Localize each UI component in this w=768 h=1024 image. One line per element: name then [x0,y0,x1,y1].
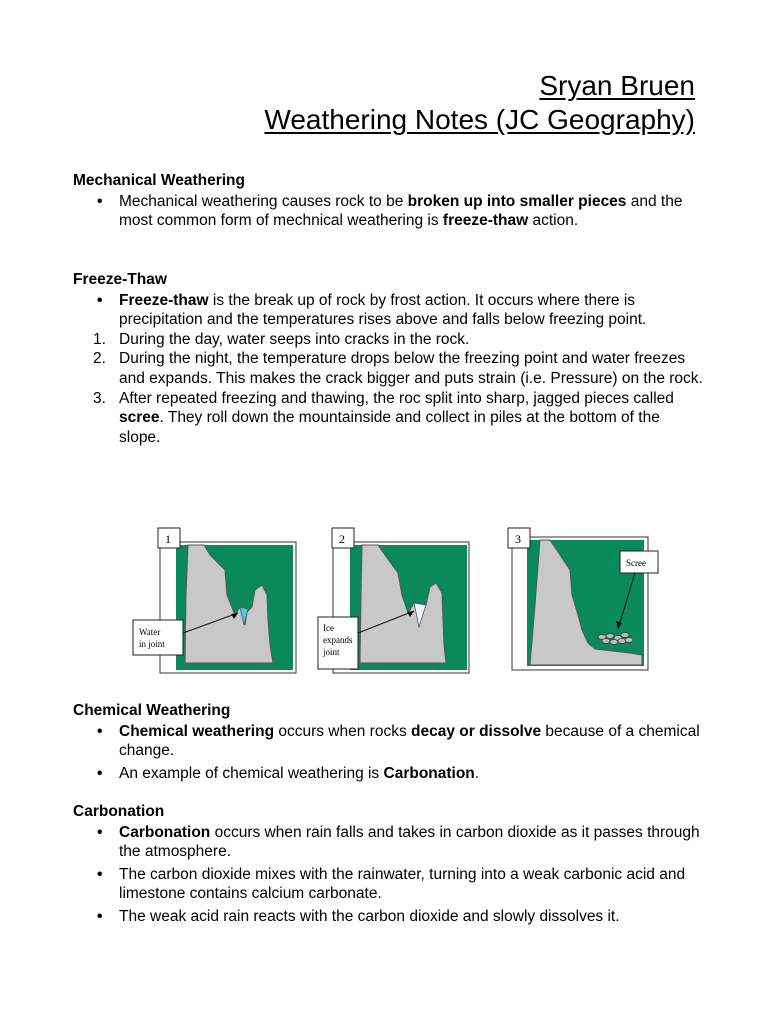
list-item [73,722,703,761]
bold-text: Chemical weathering [119,722,275,740]
panel-label: joint [323,647,340,657]
author-name: Sryan Bruen [539,70,695,101]
freeze-thaw-diagram [130,525,680,675]
diagram-panel-1 [133,528,296,673]
step-number: 2. [93,350,106,368]
bold-text: Carbonation [119,823,211,841]
text: occurs when rain falls and takes in carbon dioxide as it passes through the atmosphere. [119,823,700,861]
list-item [73,823,703,862]
list-item [73,865,703,904]
bullet: • [97,291,103,309]
text: occurs when rocks [274,722,412,740]
panel-number: 1 [165,532,171,546]
list-item [73,349,703,388]
bold-text: Carbonation [383,764,475,782]
panel-label: in joint [139,639,165,649]
text: . [474,764,480,782]
text: During the night, the temperature drops below the freezing point and water freezes and expands. This makes the crack bigger and puts strain (i.e. Pressure) on the rock. [119,350,703,387]
text: action. [528,212,579,230]
bullet: • [97,722,103,740]
diagram-panel-2 [318,528,469,673]
list-item [73,907,703,927]
panel-label: Ice [323,623,334,633]
list-item [73,389,703,448]
step-number: 3. [93,389,106,407]
bold-text: freeze-thaw [442,212,529,230]
text: . They roll down the mountainside and collect in piles at the bottom of the slope. [119,409,660,446]
list-item [73,192,703,231]
freeze-thaw-bullets [73,291,703,330]
bold-text: broken up into smaller pieces [407,192,627,210]
bold-text: scree [119,409,160,427]
carbonation-section [73,802,703,927]
bullet: • [97,192,103,210]
chemical-list [73,722,703,784]
chemical-section [73,701,703,783]
step-number: 1. [93,330,106,348]
panel-number: 3 [515,532,521,546]
text: The carbon dioxide mixes with the rainwater, turning into a weak carbonic acid and limestone contains calcium carbonate. [119,865,686,903]
mechanical-heading: Mechanical Weathering [73,172,245,189]
bold-text: decay or dissolve [411,722,542,740]
bullet: • [97,865,103,883]
chemical-heading: Chemical Weathering [73,702,231,719]
bullet: • [97,764,103,782]
text: During the day, water seeps into cracks in the rock. [119,330,470,348]
carbonation-list [73,823,703,927]
page-title: Weathering Notes (JC Geography) [264,104,695,135]
panel-label: Water [139,627,161,637]
list-item [73,291,703,330]
carbonation-heading: Carbonation [73,803,165,820]
text: After repeated freezing and thawing, the roc split into sharp, jagged pieces called [119,389,674,407]
mechanical-section [73,171,703,231]
text: is the break up of rock by frost action. It occurs where there is precipitation and the temperatures rises above and falls below freezing point. [119,291,647,329]
list-item [73,764,703,784]
freeze-thaw-steps [73,330,703,448]
diagram-panel-3 [508,528,658,670]
panel-label: expands [323,635,353,645]
freeze-thaw-section [73,270,703,447]
bullet: • [97,823,103,841]
bullet: • [97,907,103,925]
text: Mechanical weathering causes rock to be [119,192,408,210]
list-item [73,330,703,350]
panel-label: Scree [626,558,646,568]
text: because of a chemical change. [119,722,700,760]
panel-number: 2 [339,532,345,546]
text: An example of chemical weathering is [119,764,384,782]
freeze-thaw-heading: Freeze-Thaw [73,271,167,288]
mechanical-list [73,192,703,231]
text: The weak acid rain reacts with the carbon dioxide and slowly dissolves it. [119,907,620,925]
bold-text: Freeze-thaw [119,291,209,309]
text: and the most common form of mechnical weathering is [119,192,683,230]
